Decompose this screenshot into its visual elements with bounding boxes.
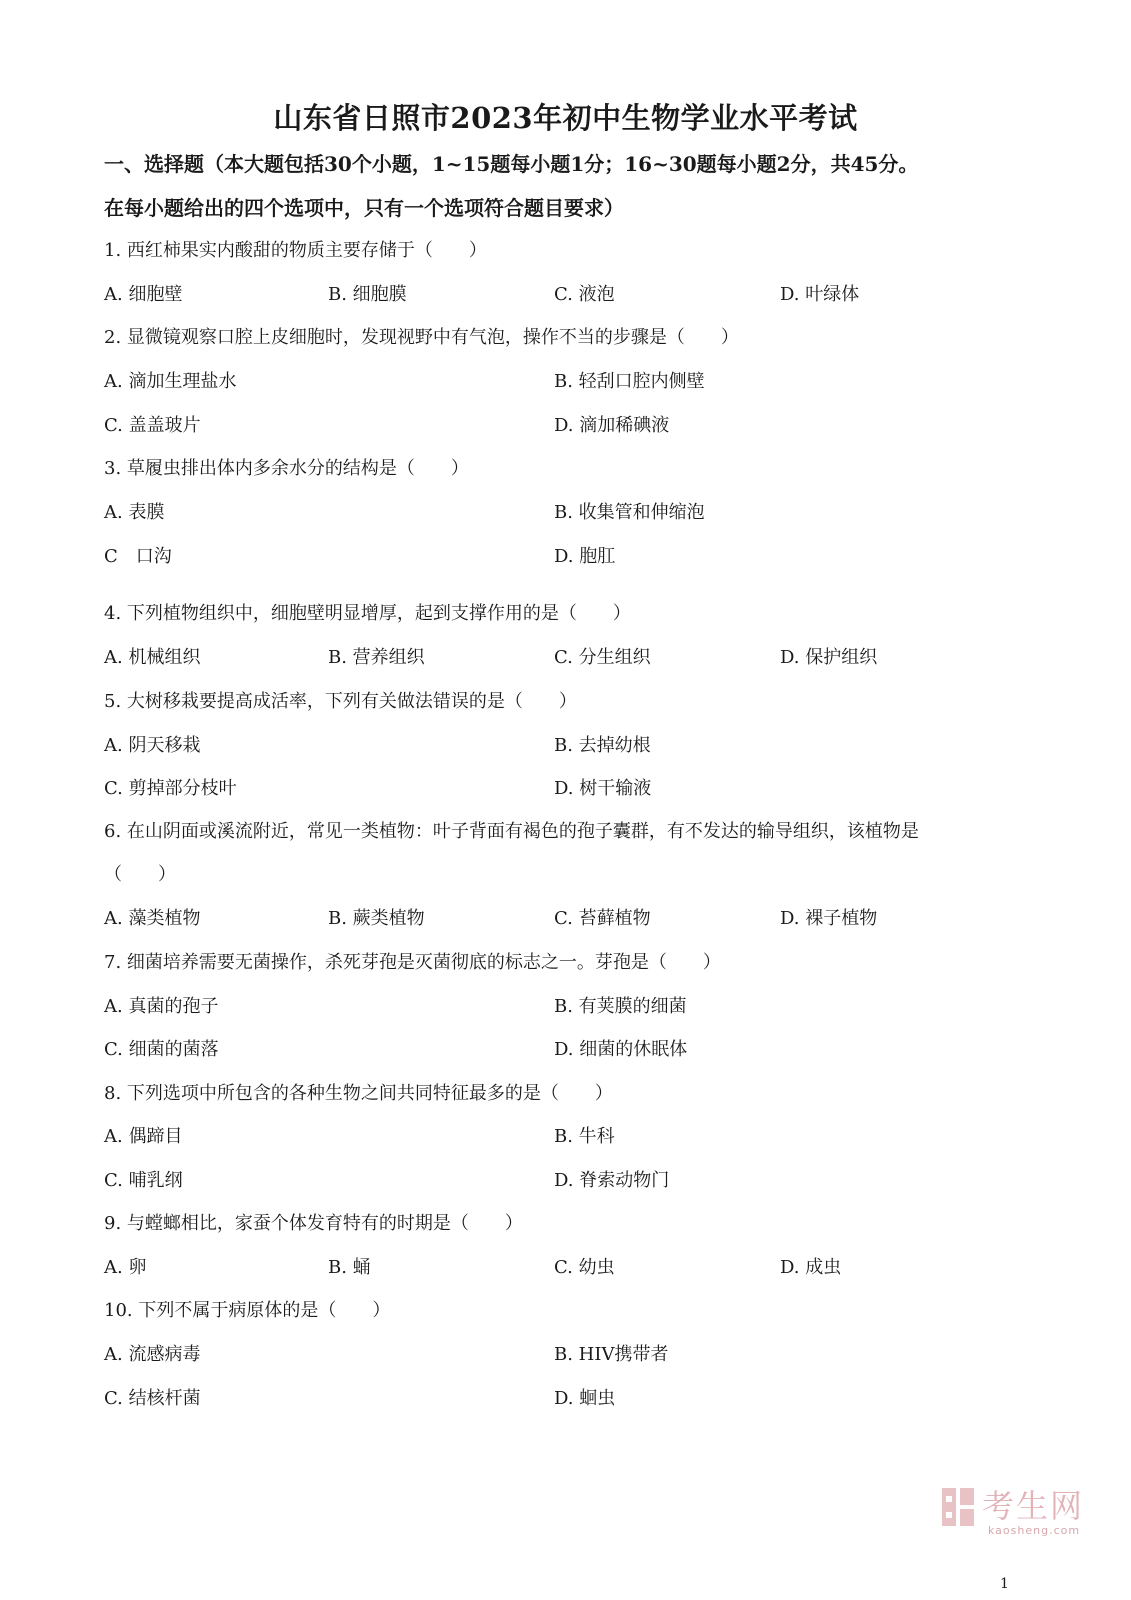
question-2-option-c: C. 盖盖玻片 — [104, 415, 201, 436]
question-7-option-b: B. 有荚膜的细菌 — [554, 996, 687, 1017]
question-5-option-a: A. 阴天移栽 — [104, 735, 201, 756]
question-8-option-a: A. 偶蹄目 — [104, 1126, 183, 1147]
question-10-stem: 10. 下列不属于病原体的是（ ） — [104, 1300, 391, 1321]
question-5-option-c: C. 剪掉部分枝叶 — [104, 778, 237, 799]
question-9-option-b: B. 蛹 — [328, 1257, 371, 1278]
question-4-option-a: A. 机械组织 — [104, 647, 201, 668]
section-heading-line-1: 一、选择题（本大题包括30个小题，1~15题每小题1分；16~30题每小题2分，共45分。 — [104, 152, 919, 176]
question-9-option-c: C. 幼虫 — [554, 1257, 615, 1278]
question-7-option-a: A. 真菌的孢子 — [104, 996, 219, 1017]
question-6-stem: 6. 在山阴面或溪流附近，常见一类植物：叶子背面有褐色的孢子囊群，有不发达的输导组织，该植物是 — [104, 821, 919, 842]
question-2-stem: 2. 显微镜观察口腔上皮细胞时，发现视野中有气泡，操作不当的步骤是（ ） — [104, 327, 739, 348]
question-7-option-c: C. 细菌的菌落 — [104, 1039, 219, 1060]
question-1-option-a: A. 细胞壁 — [104, 284, 183, 305]
question-8-stem: 8. 下列选项中所包含的各种生物之间共同特征最多的是（ ） — [104, 1083, 613, 1104]
section-heading-line-2: 在每小题给出的四个选项中，只有一个选项符合题目要求） — [104, 196, 624, 220]
question-10-option-c: C. 结核杆菌 — [104, 1388, 201, 1409]
question-6-option-b: B. 蕨类植物 — [328, 908, 425, 929]
question-3-option-b: B. 收集管和伸缩泡 — [554, 502, 705, 523]
question-3-stem: 3. 草履虫排出体内多余水分的结构是（ ） — [104, 458, 469, 479]
page-title: 山东省日照市2023年初中生物学业水平考试 — [273, 101, 858, 135]
question-9-option-d: D. 成虫 — [780, 1257, 842, 1278]
kaosheng-logo-url: kaosheng.com — [988, 1524, 1081, 1537]
question-10-option-a: A. 流感病毒 — [104, 1344, 201, 1365]
question-3-option-c: C 口沟 — [104, 546, 172, 567]
question-2-option-d: D. 滴加稀碘液 — [554, 415, 670, 436]
question-4-option-d: D. 保护组织 — [780, 647, 878, 668]
question-2-option-b: B. 轻刮口腔内侧壁 — [554, 371, 705, 392]
question-1-option-b: B. 细胞膜 — [328, 284, 407, 305]
question-5-option-d: D. 树干输液 — [554, 778, 652, 799]
question-7-stem: 7. 细菌培养需要无菌操作，杀死芽孢是灭菌彻底的标志之一。芽孢是（ ） — [104, 952, 721, 973]
question-5-option-b: B. 去掉幼根 — [554, 735, 651, 756]
question-8-option-c: C. 哺乳纲 — [104, 1170, 183, 1191]
question-8-option-b: B. 牛科 — [554, 1126, 615, 1147]
kaosheng-logo-icon — [940, 1486, 976, 1528]
question-4-option-c: C. 分生组织 — [554, 647, 651, 668]
question-6-option-d: D. 裸子植物 — [780, 908, 878, 929]
question-9-stem: 9. 与螳螂相比，家蚕个体发育特有的时期是（ ） — [104, 1213, 523, 1234]
question-3-option-d: D. 胞肛 — [554, 546, 616, 567]
kaosheng-watermark — [940, 1486, 1110, 1542]
page-number: 1 — [1000, 1576, 1009, 1592]
kaosheng-logo-text: 考生网 — [982, 1487, 1085, 1525]
question-9-option-a: A. 卵 — [104, 1257, 147, 1278]
question-10-option-d: D. 蛔虫 — [554, 1388, 616, 1409]
question-4-option-b: B. 营养组织 — [328, 647, 425, 668]
question-6-option-c: C. 苔藓植物 — [554, 908, 651, 929]
question-5-stem: 5. 大树移栽要提高成活率，下列有关做法错误的是（ ） — [104, 691, 577, 712]
question-1-stem: 1. 西红柿果实内酸甜的物质主要存储于（ ） — [104, 240, 487, 261]
question-1-option-d: D. 叶绿体 — [780, 284, 860, 305]
question-7-option-d: D. 细菌的休眠体 — [554, 1039, 688, 1060]
question-8-option-d: D. 脊索动物门 — [554, 1170, 670, 1191]
question-2-option-a: A. 滴加生理盐水 — [104, 371, 237, 392]
question-1-option-c: C. 液泡 — [554, 284, 615, 305]
question-10-option-b: B. HIV携带者 — [554, 1344, 669, 1365]
question-3-option-a: A. 表膜 — [104, 502, 165, 523]
question-6-stem-continued: （ ） — [104, 864, 176, 885]
question-4-stem: 4. 下列植物组织中，细胞壁明显增厚，起到支撑作用的是（ ） — [104, 603, 631, 624]
question-6-option-a: A. 藻类植物 — [104, 908, 201, 929]
